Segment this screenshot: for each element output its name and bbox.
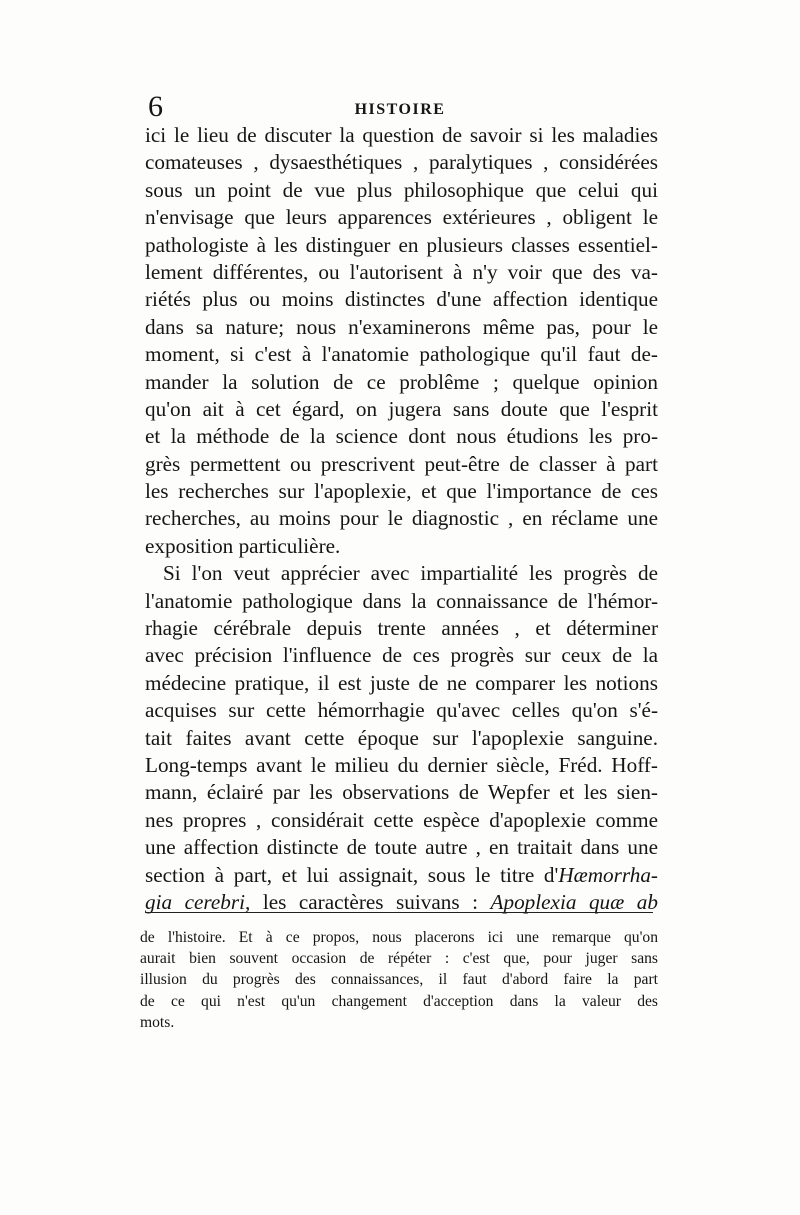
text-line: riétés plus ou moins distinctes d'une affection identique xyxy=(145,287,658,312)
text-line: mander la solution de ce problême ; quelque opinion xyxy=(145,369,658,394)
text-line: ici le lieu de discuter la question de savoir si les maladies xyxy=(145,123,658,147)
text-segment: les caractères suivans : xyxy=(250,889,491,914)
text-segment: section à part, et lui assignait, sous le titre d' xyxy=(145,862,559,887)
text-line: mann, éclairé par les observations de Wepfer et les sien- xyxy=(145,780,658,805)
text-line: tait faites avant cette époque sur l'apoplexie sanguine. xyxy=(145,725,658,750)
body-text xyxy=(145,122,658,916)
text-line: qu'on ait à cet égard, on jugera sans doute que l'esprit xyxy=(145,396,658,421)
italic-term: Hæmorrha- xyxy=(558,862,658,887)
footnote xyxy=(140,927,658,1033)
text-line: les recherches sur l'apoplexie, et que l'importance de ces xyxy=(145,479,658,504)
text-line: grès permettent ou prescrivent peut-être de classer à part xyxy=(145,451,658,476)
footnote-line: mots. xyxy=(140,1013,175,1031)
italic-term: gia cerebri, xyxy=(145,889,251,914)
footnote-line: illusion du progrès des connaissances, il faut d'abord faire la part xyxy=(140,971,658,989)
text-line: une affection distincte de toute autre , en traitait dans une xyxy=(145,835,658,860)
text-line: rhagie cérébrale depuis trente années , et déterminer xyxy=(145,616,658,641)
text-line: nes propres , considérait cette espèce d'apoplexie comme xyxy=(145,807,658,832)
text-line: lement différentes, ou l'autorisent à n'y voir que des va- xyxy=(145,259,658,284)
text-line: recherches, au moins pour le diagnostic , en réclame une xyxy=(145,506,658,531)
text-line xyxy=(145,862,658,889)
text-line: et la méthode de la science dont nous étudions les pro- xyxy=(145,424,658,449)
text-line: médecine pratique, il est juste de ne comparer les notions xyxy=(145,670,658,695)
text-line: dans sa nature; nous n'examinerons même pas, pour le xyxy=(145,314,658,339)
text-line: avec précision l'influence de ces progrès sur ceux de la xyxy=(145,643,658,668)
text-line: n'envisage que leurs apparences extérieures , obligent le xyxy=(145,205,658,230)
text-line: Long-temps avant le milieu du dernier siècle, Fréd. Hoff- xyxy=(145,752,658,777)
text-line: moment, si c'est à l'anatomie pathologique qu'il faut de- xyxy=(145,342,658,367)
text-line: l'anatomie pathologique dans la connaissance de l'hémor- xyxy=(145,588,658,613)
footnote-line: de ce qui n'est qu'un changement d'acception dans la valeur des xyxy=(140,992,658,1010)
running-title: HISTOIRE xyxy=(354,101,446,118)
text-line: comateuses , dysaesthétiques , paralytiques , considérées xyxy=(145,150,658,175)
footnote-separator xyxy=(145,912,653,913)
page-number: 6 xyxy=(148,90,163,123)
page-header xyxy=(140,92,660,122)
footnote-line: aurait bien souvent occasion de répéter : c'est que, pour juger sans xyxy=(140,950,658,968)
paragraph-start-line: Si l'on veut apprécier avec impartialité les progrès de xyxy=(163,561,658,586)
text-line: exposition particulière. xyxy=(145,533,341,558)
text-line: acquises sur cette hémorrhagie qu'avec celles qu'on s'é- xyxy=(145,698,658,723)
italic-quote: Apoplexia quæ ab xyxy=(490,889,658,914)
text-line: pathologiste à les distinguer en plusieurs classes essentiel- xyxy=(145,232,658,257)
text-line: sous un point de vue plus philosophique que celui qui xyxy=(145,177,658,202)
footnote-line: de l'histoire. Et à ce propos, nous placerons ici une remarque qu'on xyxy=(140,929,658,946)
